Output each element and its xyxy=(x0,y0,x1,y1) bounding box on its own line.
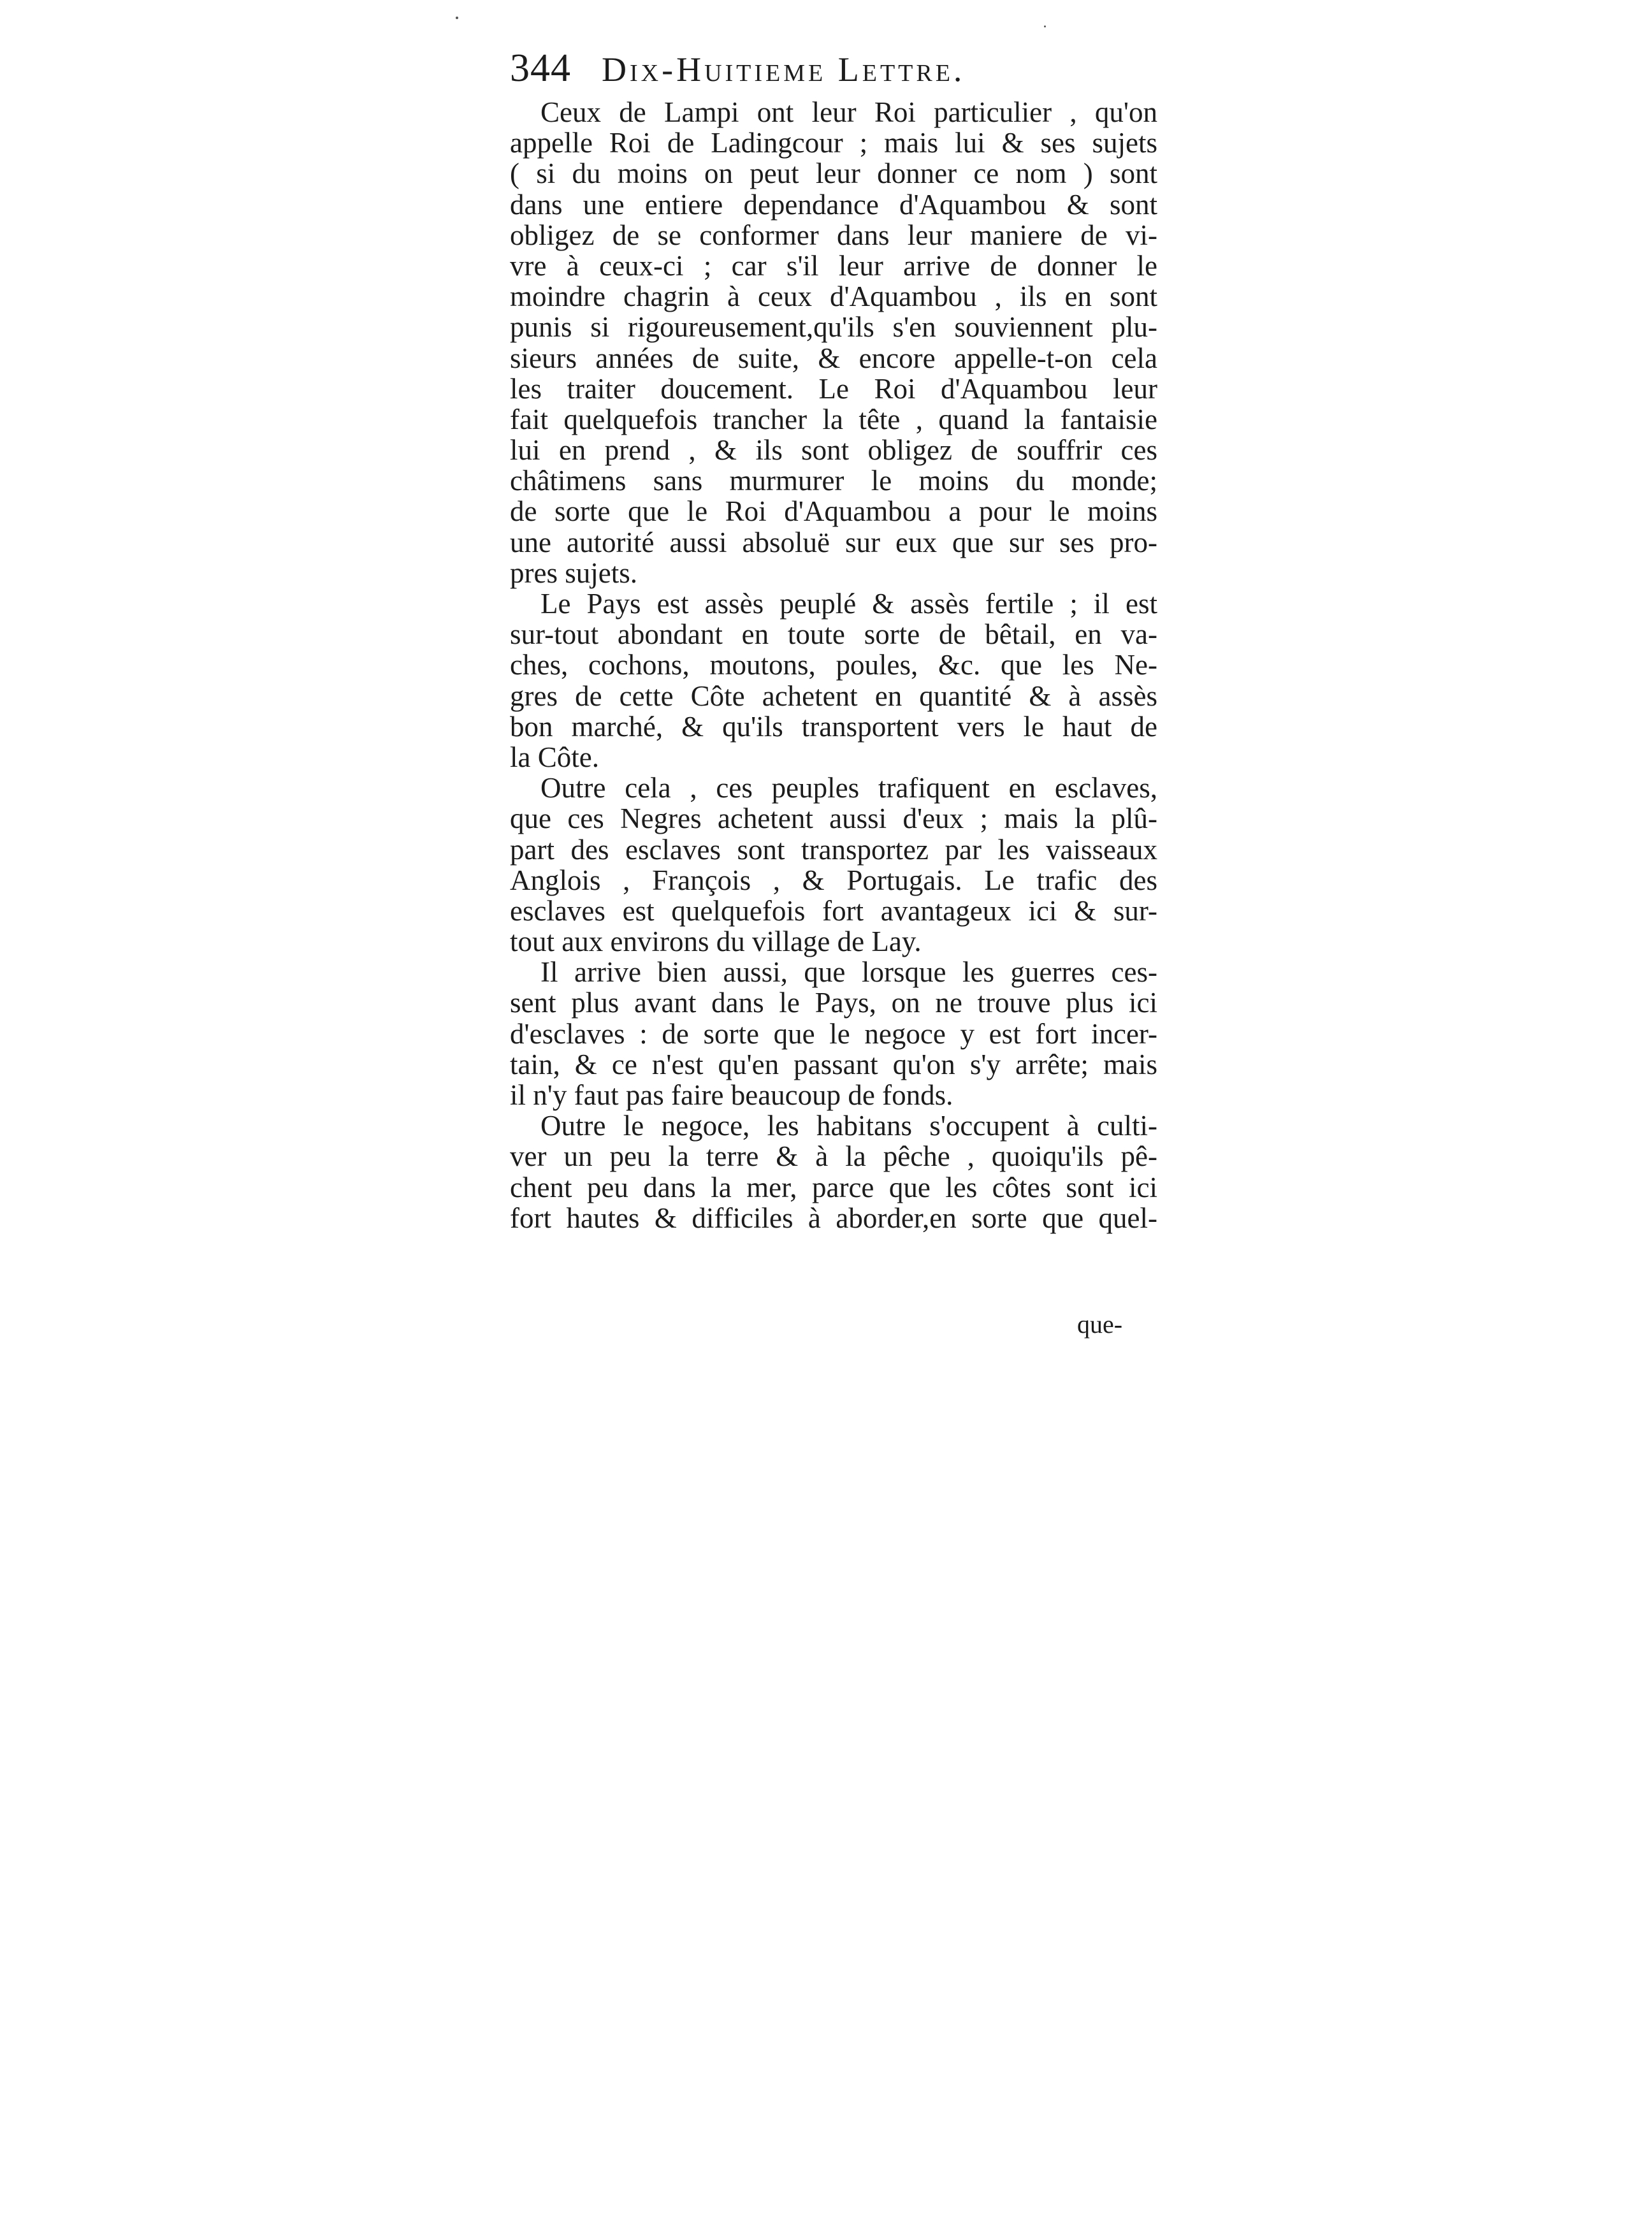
text-line: dans une entiere dependance d'Aquambou & sont xyxy=(510,188,1157,221)
text-line: Le Pays est assès peuplé & assès fertile ; il est xyxy=(540,588,1157,620)
text-line: lui en prend , & ils sont obligez de souffrir ces xyxy=(510,434,1157,467)
text-line: Ceux de Lampi ont leur Roi particulier , qu'on xyxy=(540,96,1157,128)
text-line: moindre chagrin à ceux d'Aquambou , ils en sont xyxy=(510,280,1157,313)
speck-mark xyxy=(456,17,458,19)
text-line: les traiter doucement. Le Roi d'Aquambou leur xyxy=(510,372,1157,405)
text-line: ( si du moins on peut leur donner ce nom ) sont xyxy=(510,157,1157,190)
text-line: Anglois , François , & Portugais. Le trafic des xyxy=(510,864,1157,896)
text-line: il n'y faut pas faire beaucoup de fonds. xyxy=(510,1079,953,1111)
text-line: part des esclaves sont transportez par les vaisseaux xyxy=(510,833,1157,866)
text-line: obligez de se conformer dans leur maniere de vi- xyxy=(510,219,1157,251)
catchword: que- xyxy=(1077,1310,1123,1339)
text-line: la Côte. xyxy=(510,741,599,773)
text-line: de sorte que le Roi d'Aquambou a pour le moins xyxy=(510,495,1157,528)
text-line: d'esclaves : de sorte que le negoce y est fort incer- xyxy=(510,1017,1157,1050)
text-line: ver un peu la terre & à la pêche , quoiqu'ils pê- xyxy=(510,1140,1157,1173)
text-line: tout aux environs du village de Lay. xyxy=(510,926,922,958)
text-line: fort hautes & difficiles à aborder,en sorte que quel- xyxy=(510,1201,1157,1234)
text-line: punis si rigoureusement,qu'ils s'en souviennent plu- xyxy=(510,311,1157,344)
text-line: tain, & ce n'est qu'en passant qu'on s'y arrête; mais xyxy=(510,1048,1157,1080)
running-head: Dix-Huitieme Lettre. xyxy=(602,50,966,89)
text-line: Outre le negoce, les habitans s'occupent à culti- xyxy=(540,1110,1157,1142)
text-line: vre à ceux-ci ; car s'il leur arrive de donner le xyxy=(510,249,1157,282)
text-line: une autorité aussi absoluë sur eux que sur ses pro- xyxy=(510,526,1157,558)
text-line: que ces Negres achetent aussi d'eux ; mais la plû- xyxy=(510,802,1157,835)
text-line: bon marché, & qu'ils transportent vers le haut de xyxy=(510,710,1157,743)
text-line: ches, cochons, moutons, poules, &c. que les Ne- xyxy=(510,649,1157,681)
text-line: sent plus avant dans le Pays, on ne trouve plus ici xyxy=(510,987,1157,1019)
text-line: Outre cela , ces peuples trafiquent en esclaves, xyxy=(540,772,1157,804)
page-header xyxy=(510,46,1166,103)
text-line: esclaves est quelquefois fort avantageux ici & sur- xyxy=(510,894,1157,927)
text-line: sur-tout abondant en toute sorte de bêtail, en va- xyxy=(510,618,1157,651)
text-line: châtimens sans murmurer le moins du monde; xyxy=(510,465,1157,497)
text-line: chent peu dans la mer, parce que les côtes sont ici xyxy=(510,1171,1157,1203)
text-line: fait quelquefois trancher la tête , quand la fantaisie xyxy=(510,403,1157,435)
text-line: pres sujets. xyxy=(510,556,637,589)
body-text xyxy=(510,97,1157,1233)
page-number: 344 xyxy=(510,47,571,90)
speck-mark xyxy=(1044,25,1046,27)
text-line: appelle Roi de Ladingcour ; mais lui & ses sujets xyxy=(510,127,1157,159)
text-line: sieurs années de suite, & encore appelle-t-on cela xyxy=(510,342,1157,374)
text-line: Il arrive bien aussi, que lorsque les guerres ces- xyxy=(540,956,1157,989)
text-line: gres de cette Côte achetent en quantité & à assès xyxy=(510,679,1157,712)
